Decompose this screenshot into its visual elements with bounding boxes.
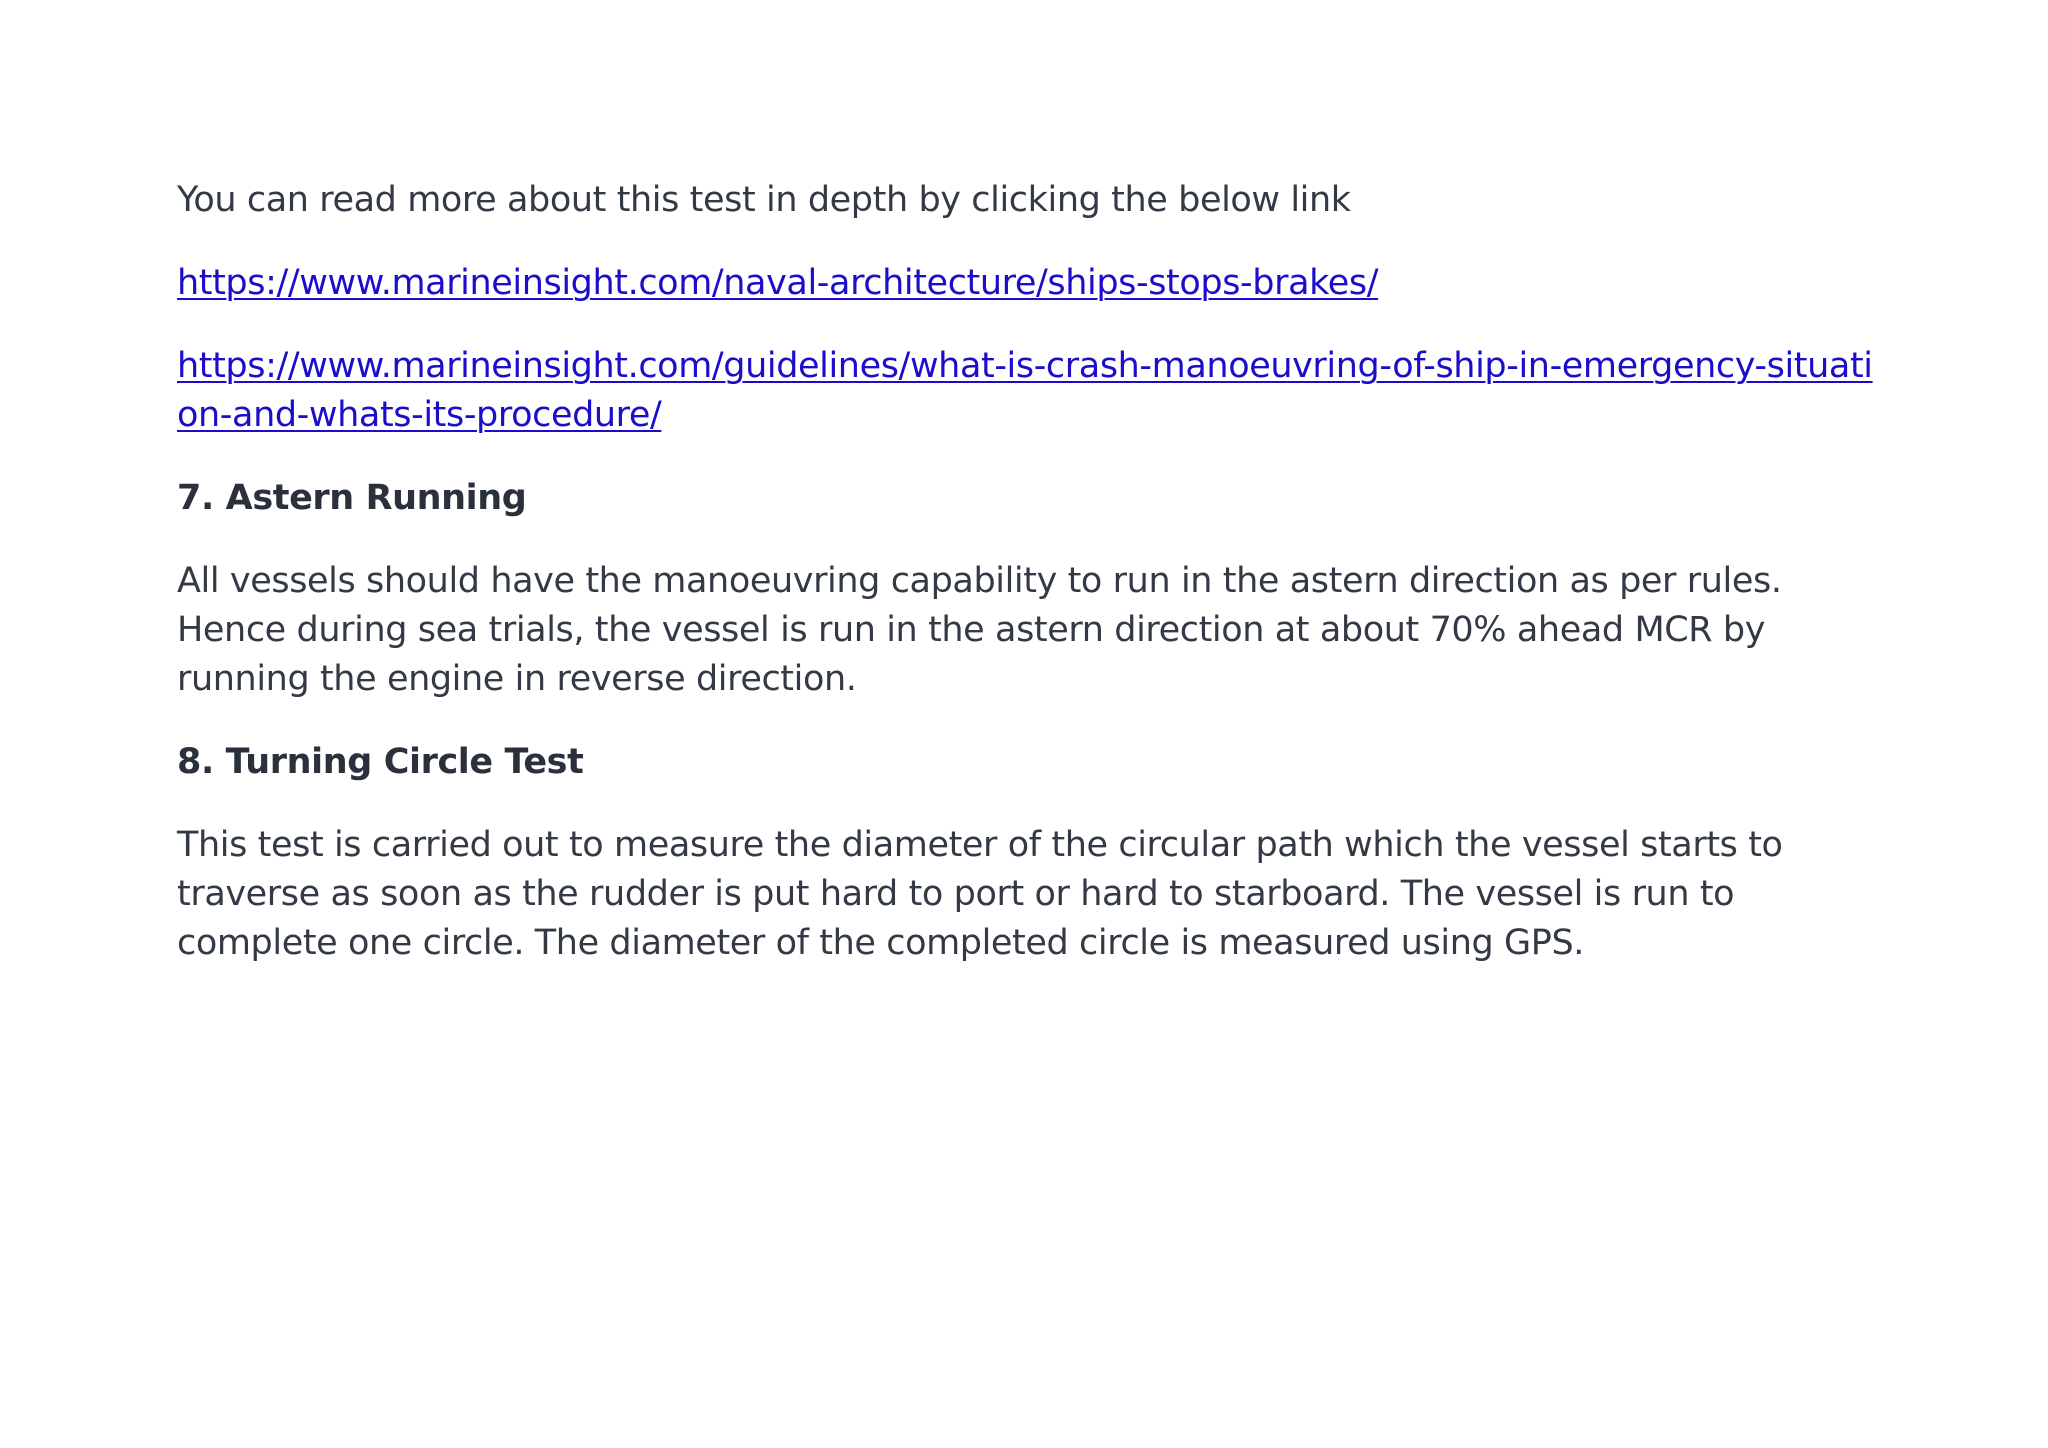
document-page (177, 176, 1877, 968)
section-heading-turning-circle-test: 8. Turning Circle Test (177, 742, 584, 782)
section-body-astern-running: All vessels should have the manoeuvring capability to run in the astern direction as per rules. Hence during sea trials, the vessel is run in the astern direction at about 70% ahead MCR by running the engine in reverse direction. (177, 561, 1782, 699)
section-heading-astern-running: 7. Astern Running (177, 478, 527, 518)
intro-paragraph: You can read more about this test in depth by clicking the below link (177, 180, 1351, 220)
section-body-turning-circle-test: This test is carried out to measure the diameter of the circular path which the vessel starts to traverse as soon as the rudder is put hard to port or hard to starboard. The vessel is run to complete one circle. The diameter of the completed circle is measured using GPS. (177, 825, 1783, 963)
link-crash-manoeuvring[interactable]: https://www.marineinsight.com/guidelines/what-is-crash-manoeuvring-of-ship-in-emergency-situation-and-whats-its-procedure/ (177, 346, 1873, 435)
link-ships-stops-brakes[interactable]: https://www.marineinsight.com/naval-architecture/ships-stops-brakes/ (177, 263, 1379, 303)
